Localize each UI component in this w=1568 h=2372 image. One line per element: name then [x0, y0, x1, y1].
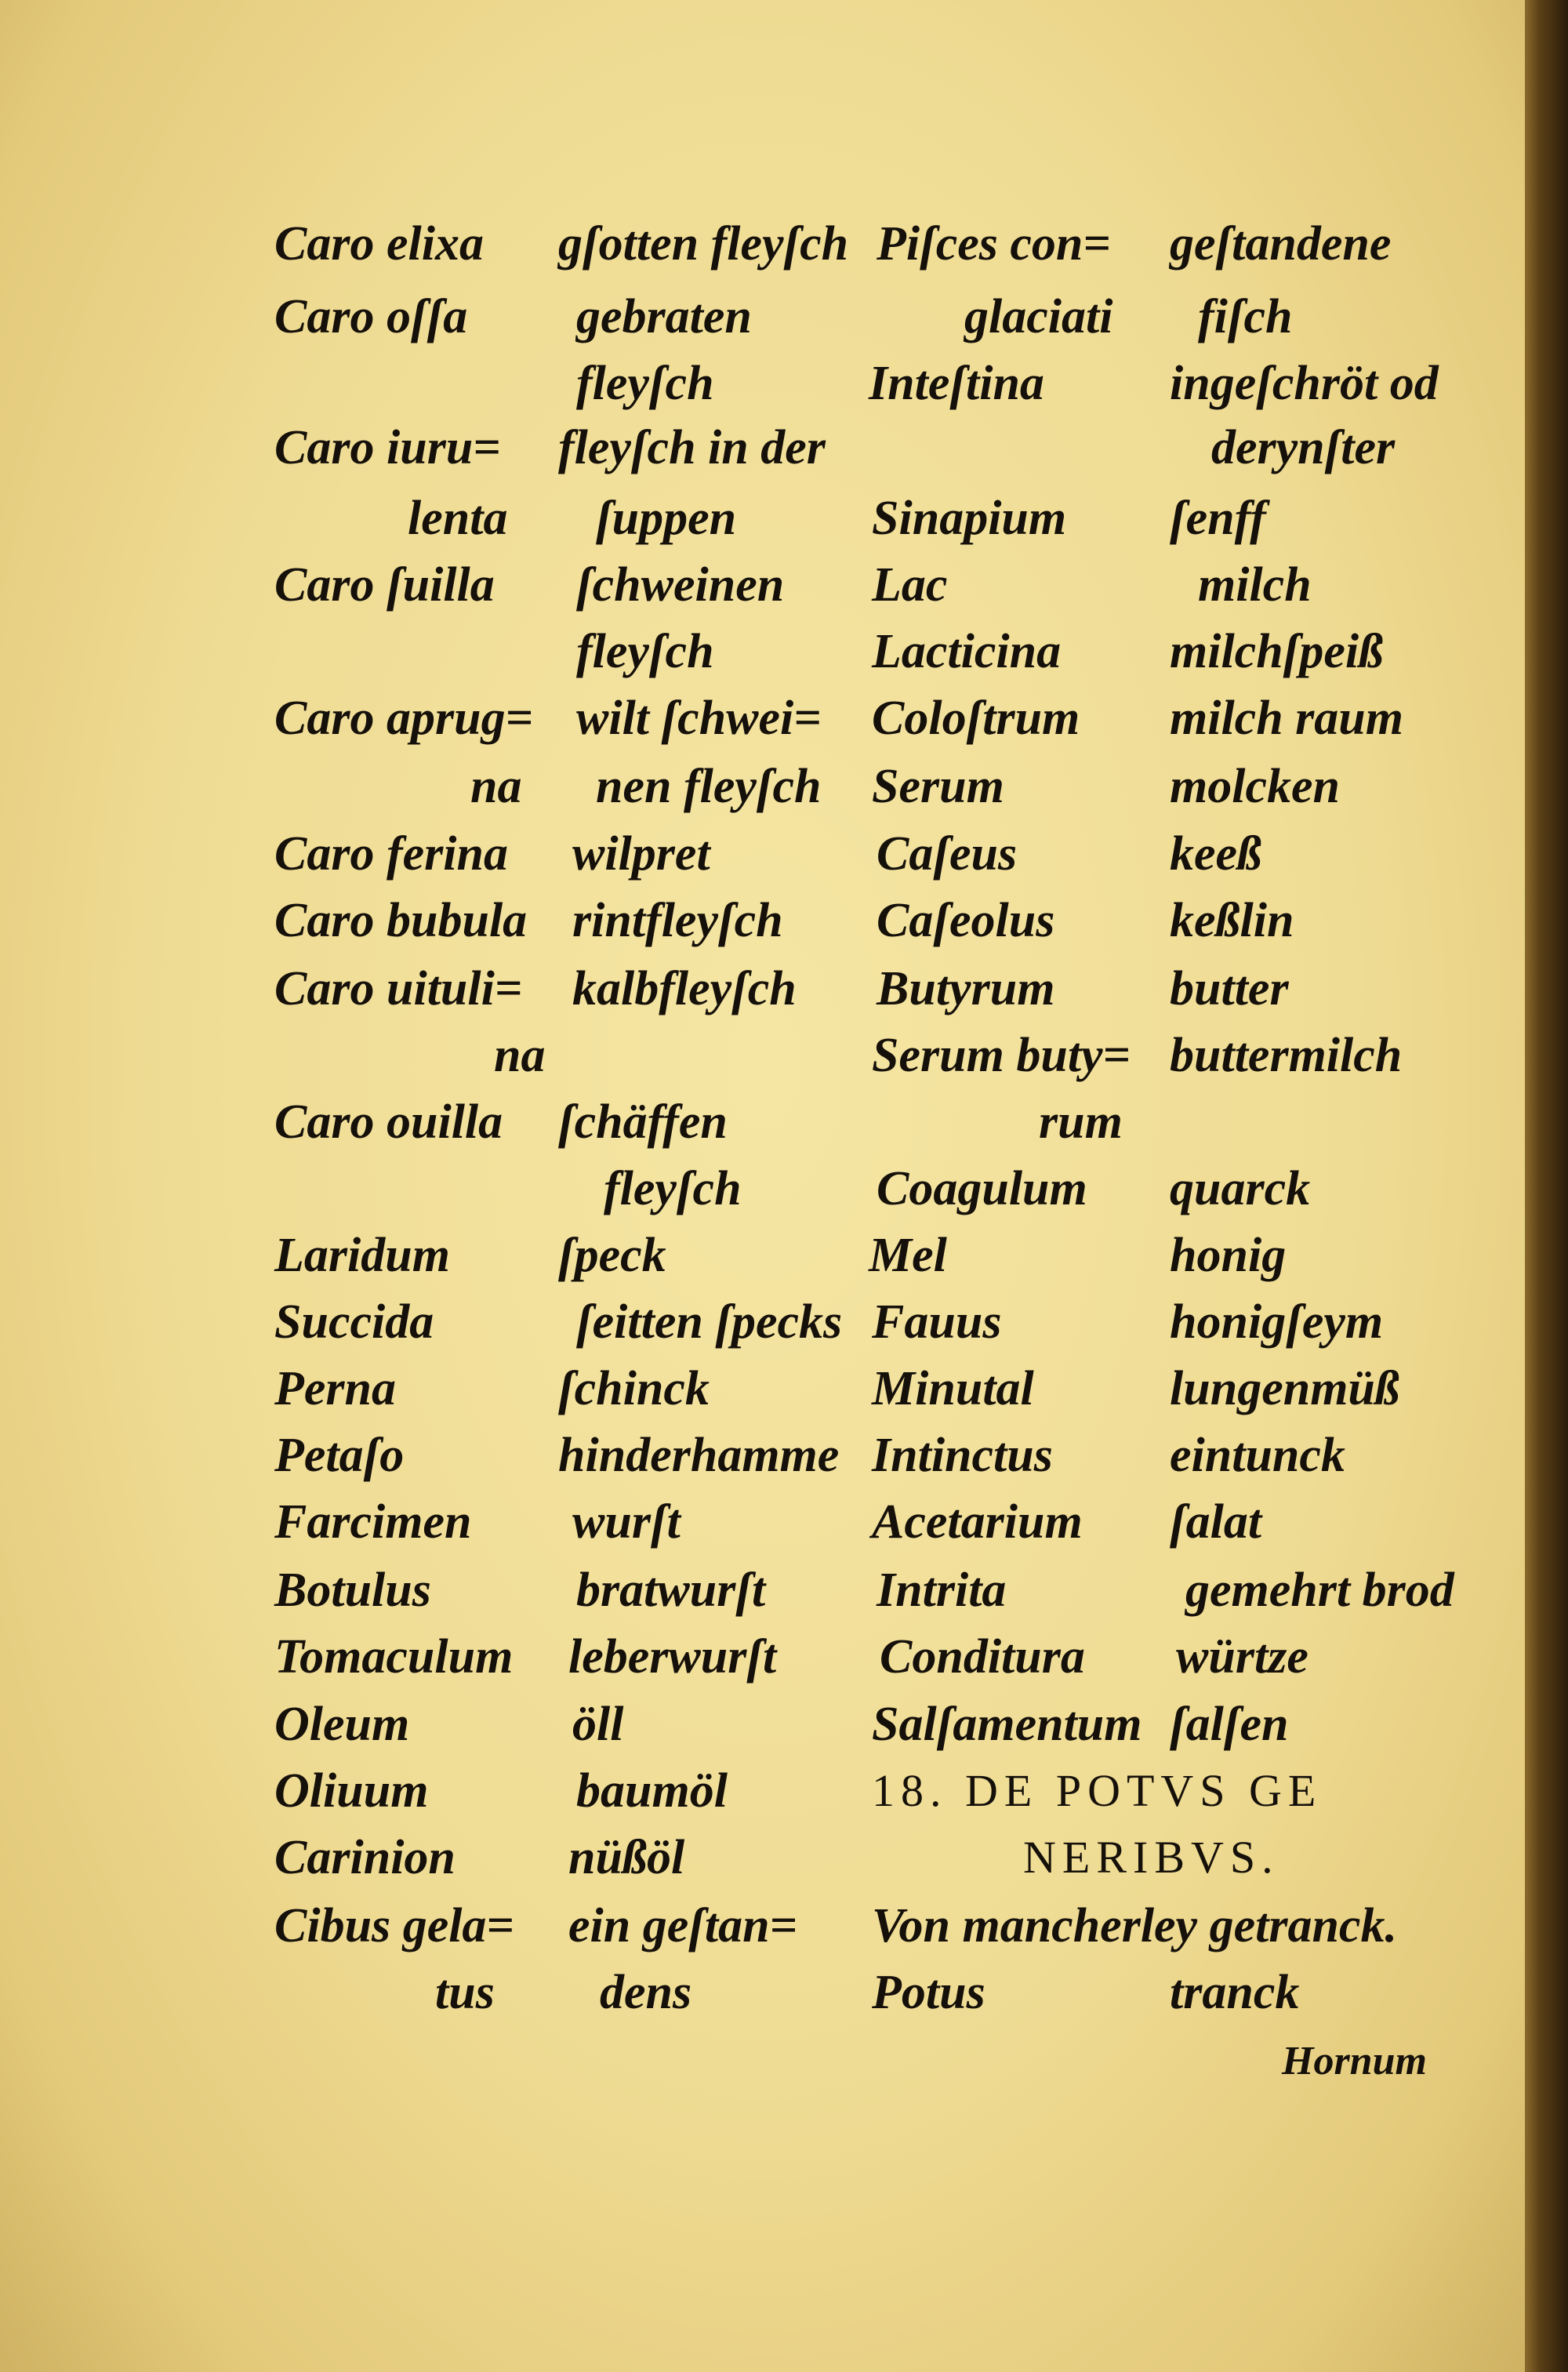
- word-col2: ſchinck: [558, 1362, 710, 1415]
- word-col4: quarck: [1170, 1162, 1311, 1215]
- word-col2: fleyſch: [604, 1162, 742, 1215]
- word-col3: Mel: [869, 1229, 947, 1282]
- word-col2: fleyſch: [576, 357, 714, 410]
- word-col3: Caſeolus: [877, 894, 1055, 947]
- word-col1: Botulus: [274, 1564, 431, 1617]
- word-col3: Potus: [872, 1966, 985, 2019]
- word-col1: Caro ferina: [274, 827, 508, 881]
- word-col2: ein geſtan=: [568, 1899, 797, 1952]
- word-col2: ſuppen: [596, 492, 737, 545]
- word-col2: ſchweinen: [576, 558, 785, 612]
- word-col4: gemehrt brod: [1185, 1564, 1454, 1617]
- word-col2: kalbfleyſch: [572, 962, 797, 1015]
- word-col3: Lacticina: [872, 625, 1062, 678]
- word-col4: keßlin: [1170, 894, 1294, 947]
- word-col2: ſchäffen: [558, 1095, 728, 1149]
- word-col4: milchſpeiß: [1170, 625, 1384, 678]
- word-col4: butter: [1170, 962, 1289, 1015]
- word-col3: Coloſtrum: [872, 692, 1080, 745]
- word-col1: Farcimen: [274, 1495, 472, 1549]
- word-col1: Caro uituli=: [274, 962, 523, 1015]
- section-heading-line2: NERIBVS.: [1023, 1832, 1279, 1883]
- word-col3: Coagulum: [877, 1162, 1087, 1215]
- word-col1: Oleum: [274, 1698, 410, 1751]
- word-col3: Salſamentum: [872, 1698, 1142, 1751]
- word-col4: honigſeym: [1170, 1295, 1384, 1349]
- word-col1: Caro bubula: [274, 894, 528, 947]
- word-col2: fleyſch: [576, 625, 714, 678]
- word-col1: Caro oſſa: [274, 290, 468, 343]
- word-col4: ſalat: [1170, 1495, 1262, 1549]
- word-col3: Fauus: [872, 1295, 1002, 1349]
- word-col3: Lac: [872, 558, 948, 612]
- word-col1: Cibus gela=: [274, 1899, 514, 1952]
- word-col3: Caſeus: [877, 827, 1018, 881]
- word-col1: Carinion: [274, 1831, 456, 1884]
- word-col2: gſotten fleyſch: [558, 217, 849, 271]
- word-col1: Oliuum: [274, 1764, 429, 1818]
- word-col4: ſalſen: [1170, 1698, 1289, 1751]
- word-col1: Laridum: [274, 1229, 450, 1282]
- word-col1: na: [470, 760, 522, 813]
- word-col2: baumöl: [576, 1764, 728, 1818]
- word-col2: fleyſch in der: [558, 421, 826, 474]
- word-col3: Butyrum: [877, 962, 1055, 1015]
- word-col1: Caro iuru=: [274, 421, 501, 474]
- word-col2: nen fleyſch: [596, 760, 822, 813]
- word-col2: rintfleyſch: [572, 894, 783, 947]
- word-col3: Piſces con=: [877, 217, 1111, 271]
- word-col2: leberwurſt: [568, 1630, 777, 1684]
- word-col1: Caro ouilla: [274, 1095, 503, 1149]
- word-col1: Petaſo: [274, 1429, 405, 1482]
- word-col1: Succida: [274, 1295, 434, 1349]
- word-col1: Perna: [274, 1362, 396, 1415]
- word-col1: Caro ſuilla: [274, 558, 495, 612]
- word-col4: keeß: [1170, 827, 1262, 881]
- word-col3: Conditura: [880, 1630, 1085, 1684]
- word-col4: eintunck: [1170, 1429, 1345, 1482]
- word-col3: Serum buty=: [872, 1029, 1131, 1082]
- section-heading-line1: 18. DE POTVS GE: [872, 1765, 1323, 1816]
- word-col4: geſtandene: [1170, 217, 1392, 271]
- catchword: Hornum: [1282, 2039, 1427, 2083]
- word-col1: tus: [435, 1966, 495, 2019]
- word-col4: würtze: [1176, 1630, 1308, 1684]
- word-col2: dens: [600, 1966, 692, 2019]
- word-col3: rum: [1039, 1095, 1123, 1149]
- word-col2: ſeitten ſpecks: [576, 1295, 843, 1349]
- word-col3: Intinctus: [872, 1429, 1053, 1482]
- word-col3: glaciati: [964, 290, 1113, 343]
- word-col3: Acetarium: [872, 1495, 1083, 1549]
- word-col4: lungenmüß: [1170, 1362, 1399, 1415]
- word-col1: Caro elixa: [274, 217, 484, 271]
- word-col2: ſpeck: [558, 1229, 666, 1282]
- word-col4: buttermilch: [1170, 1029, 1403, 1082]
- book-spine-edge: [1525, 0, 1568, 2372]
- word-col3: Von mancherley getranck.: [872, 1899, 1397, 1952]
- word-col3: Intrita: [877, 1564, 1007, 1617]
- word-col2: wurſt: [572, 1495, 681, 1549]
- word-col1: Caro aprug=: [274, 692, 533, 745]
- word-col2: wilpret: [572, 827, 710, 881]
- word-col4: molcken: [1170, 760, 1340, 813]
- word-col3: Minutal: [872, 1362, 1034, 1415]
- word-col2: nüßöl: [568, 1831, 685, 1884]
- word-col4: ingeſchröt od: [1170, 357, 1439, 410]
- word-col1: lenta: [408, 492, 508, 545]
- word-col4: fiſch: [1198, 290, 1293, 343]
- word-col4: milch raum: [1170, 692, 1404, 745]
- word-col3: Inteſtina: [869, 357, 1044, 410]
- word-col4: honig: [1170, 1229, 1287, 1282]
- word-col4: derynſter: [1211, 421, 1396, 474]
- word-col3: Serum: [872, 760, 1004, 813]
- word-col1: Tomaculum: [274, 1630, 514, 1684]
- word-col2: wilt ſchwei=: [576, 692, 822, 745]
- word-col2: hinderhamme: [558, 1429, 840, 1482]
- word-col2: bratwurſt: [576, 1564, 766, 1617]
- word-col3: Sinapium: [872, 492, 1067, 545]
- word-col4: tranck: [1170, 1966, 1300, 2019]
- word-col4: ſenff: [1170, 492, 1266, 545]
- word-col2: öll: [572, 1698, 624, 1751]
- word-col1: na: [494, 1029, 546, 1082]
- word-col2: gebraten: [576, 290, 752, 343]
- word-col4: milch: [1198, 558, 1312, 612]
